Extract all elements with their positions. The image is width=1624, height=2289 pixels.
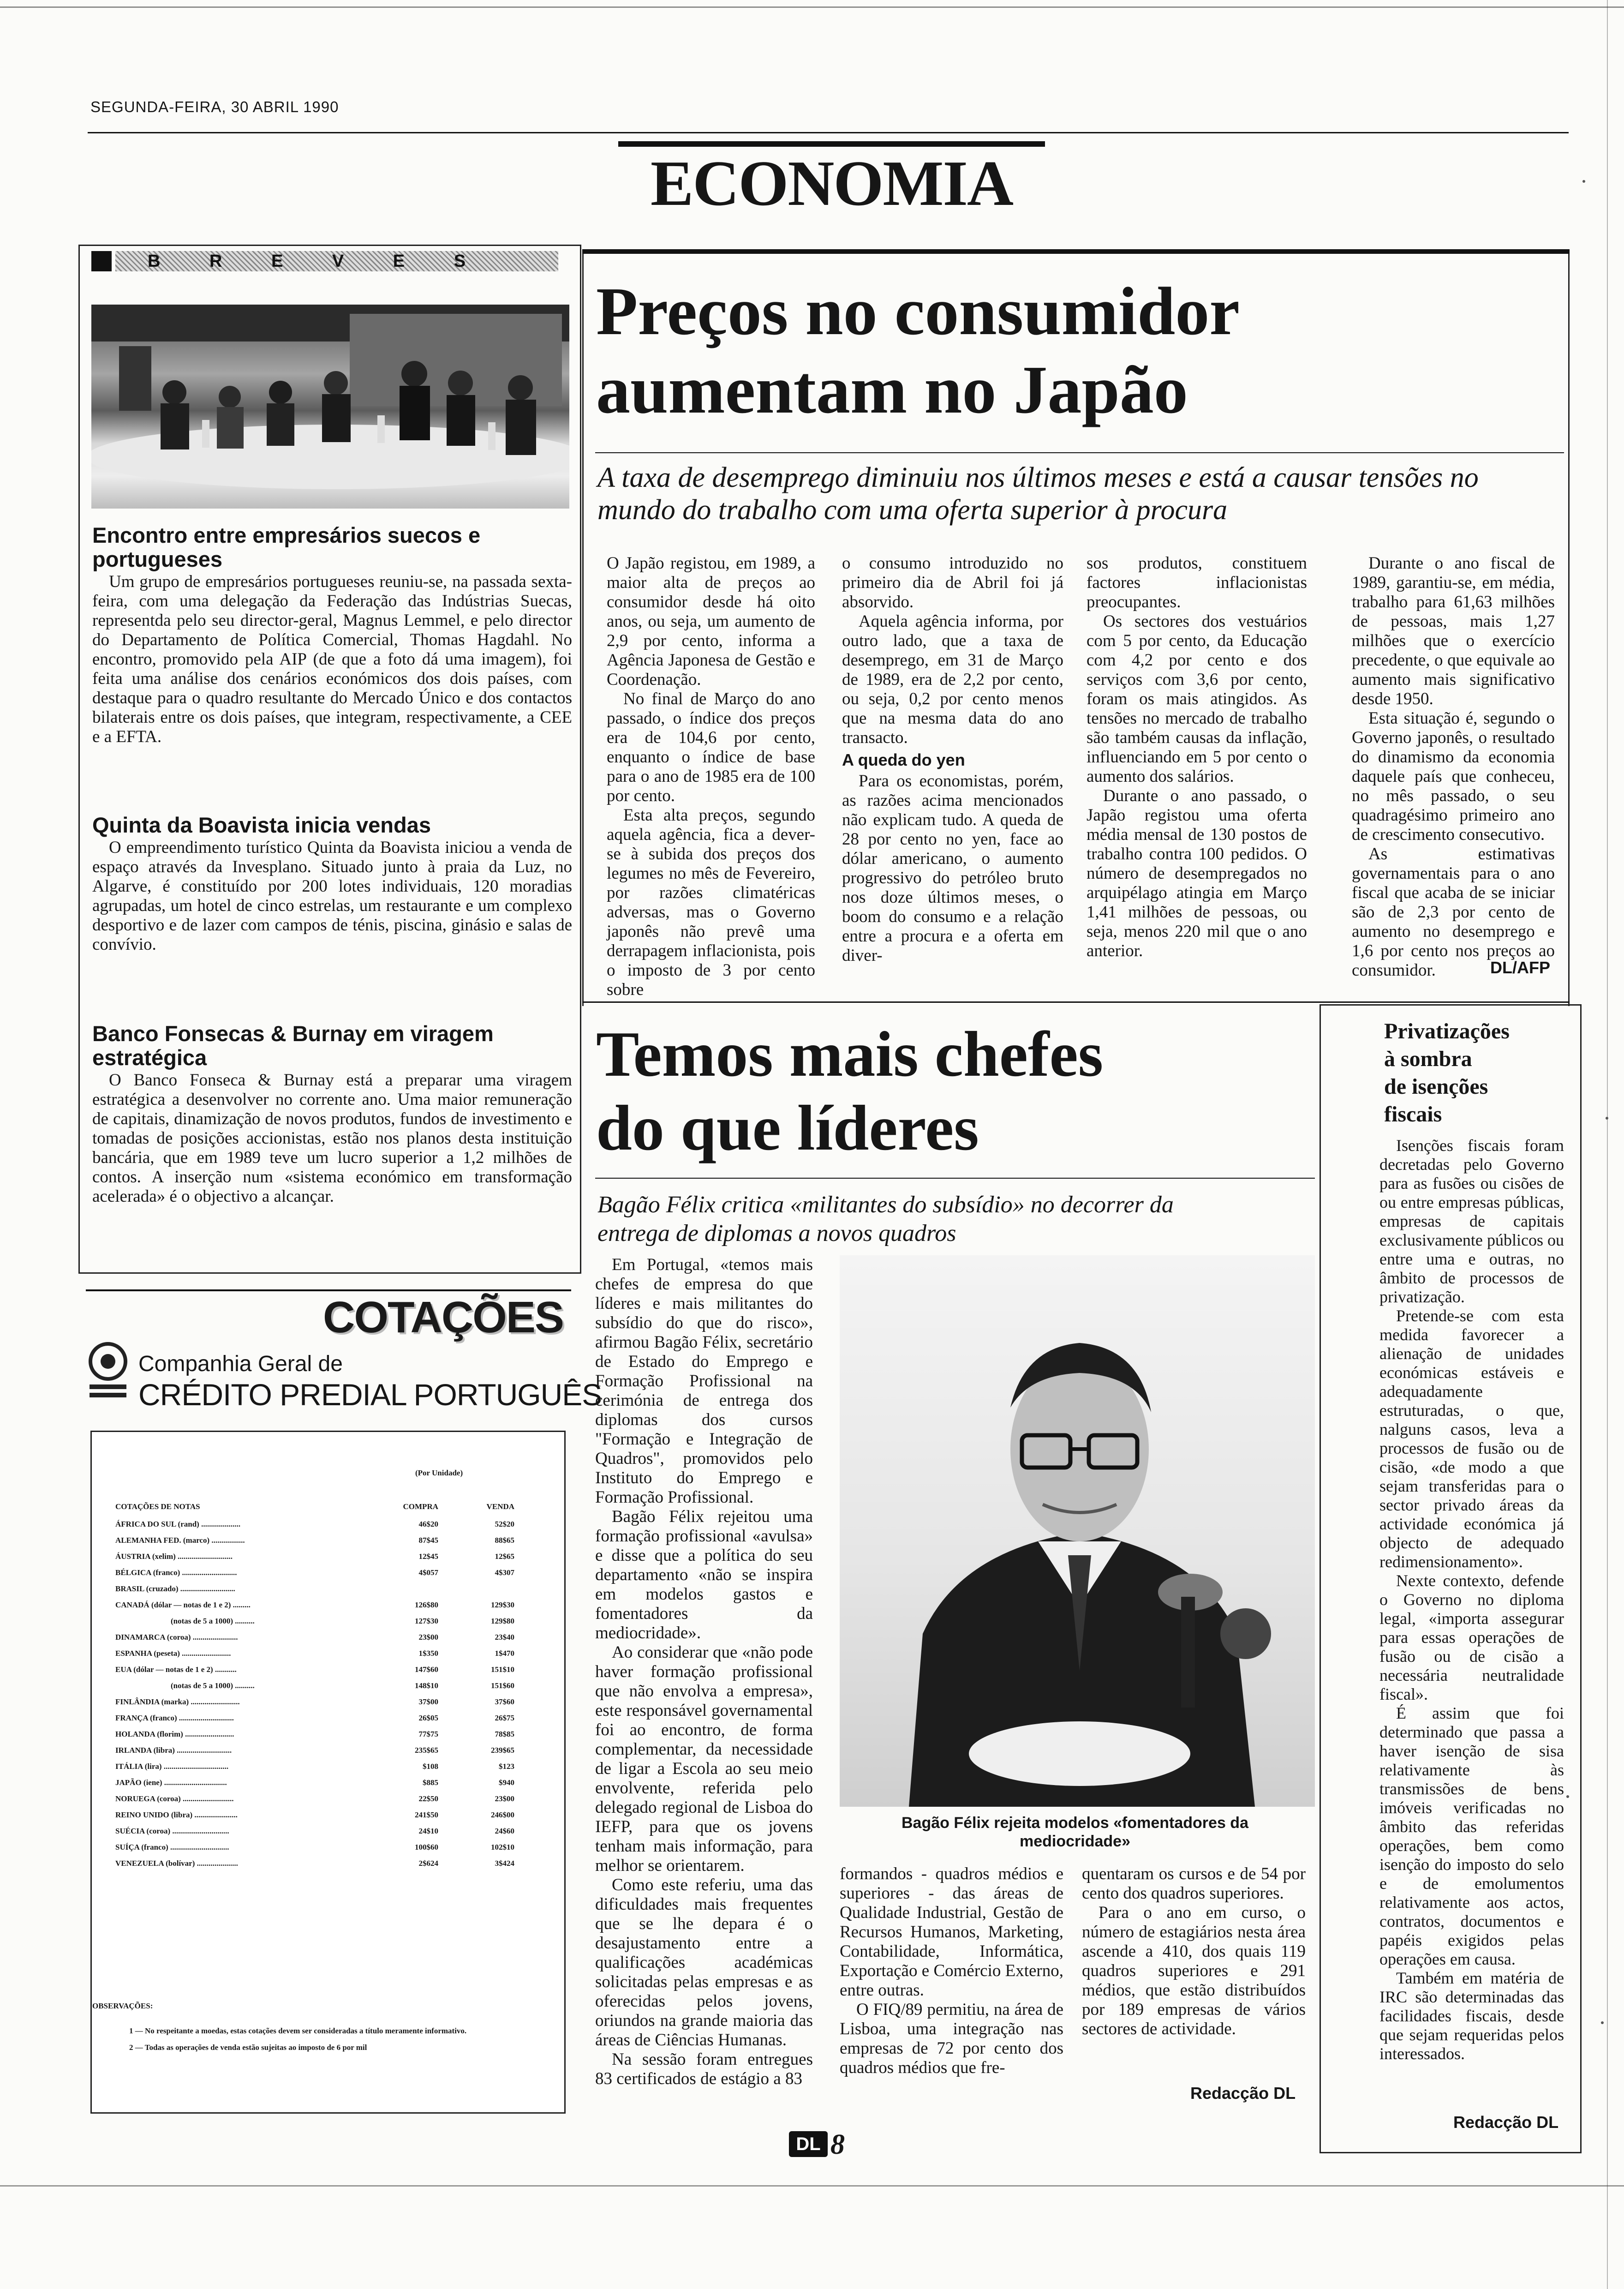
quote-buy: 241$50 <box>415 1810 438 1819</box>
breves-item-2 <box>92 811 572 954</box>
quote-row <box>115 1581 531 1597</box>
sidebar-title <box>1384 1018 1578 1128</box>
quote-sell: 102$10 <box>491 1842 514 1852</box>
quote-sell: 23$40 <box>495 1632 514 1642</box>
quote-row <box>115 1629 531 1645</box>
quote-sell: $940 <box>499 1778 514 1787</box>
article-1-col-2 <box>842 554 1063 965</box>
quote-row <box>115 1597 531 1613</box>
quote-row <box>115 1791 531 1807</box>
scan-speck <box>1601 2021 1604 2024</box>
article-1-col2-p1: o consumo introduzido no primeiro dia de Abril foi já absorvido. <box>842 554 1063 611</box>
article-1-headline-line-2: aumentam no Japão <box>596 352 1188 428</box>
article-1-bottom-rule <box>582 1001 1570 1003</box>
quote-buy: 23$00 <box>418 1632 438 1642</box>
quote-row <box>115 1742 531 1758</box>
breves-item-1 <box>92 521 572 747</box>
quote-row <box>115 1564 531 1581</box>
portrait-caption: Bagão Félix rejeita modelos «fomentadores da mediocridade» <box>901 1814 1248 1850</box>
quote-sell: 24$60 <box>495 1826 514 1835</box>
quote-buy: 148$10 <box>415 1681 438 1690</box>
observations <box>92 2001 508 2053</box>
article-2-headline <box>596 1018 1288 1165</box>
quote-sell: 3$424 <box>495 1858 514 1868</box>
quote-name: HOLANDA (florim) ......................... <box>115 1729 234 1738</box>
breves-item-3-title: Banco Fonsecas & Burnay em viragem estratégica <box>92 1021 494 1070</box>
cotacoes-title: COTAÇÕES <box>323 1293 563 1342</box>
quote-sell: 246$00 <box>491 1810 514 1819</box>
breves-item-2-title: Quinta da Boavista inicia vendas <box>92 813 431 837</box>
quote-name: ÁFRICA DO SUL (rand) .................... <box>115 1519 241 1528</box>
article-2-col-1 <box>595 1255 813 2089</box>
sidebar-title-line-4: fiscais <box>1384 1102 1442 1127</box>
article-1-byline: DL/AFP <box>1490 958 1550 977</box>
issue-date: SEGUNDA-FEIRA, 30 ABRIL 1990 <box>90 98 339 115</box>
quote-row <box>115 1710 531 1726</box>
quote-name: JAPÃO (iene) ................................ <box>115 1778 227 1787</box>
article-1-col4-p2: Esta situação é, segundo o Governo japonês, o resultado do dinamismo da economia daquele país que conheceu, no mês passado, o seu quadragésimo primeiro ano de crescimento consecutivo. <box>1352 709 1555 844</box>
page-number: 8 <box>830 2129 845 2160</box>
quote-row <box>115 1839 531 1855</box>
article-1-subtitle: A taxa de desemprego diminuiu nos últimos meses e está a causar tensões no mundo do trabalho com uma oferta superior à procura <box>597 462 1479 526</box>
article-2-headline-line-1: Temos mais chefes <box>596 1019 1104 1090</box>
breves-label: B R E V E S <box>148 252 466 271</box>
quote-name: IRLANDA (libra) ............................ <box>115 1745 232 1755</box>
quote-name: BRASIL (cruzado) ............................ <box>115 1584 235 1593</box>
sponsor-line-1: Companhia Geral de <box>138 1352 343 1376</box>
quote-name: VENEZUELA (bolívar) ..................... <box>115 1858 238 1868</box>
breves-item-3-text: O Banco Fonseca & Burnay está a preparar uma viragem estratégica a desenvolver no corrente ano. Uma maior remuneração de capitais, dinamização de novos produtos, fundos de investimento e tomadas de posições accionistas, estão nos planos desta instituição bancária, que em 1989 teve um lucro superior a 1,2 milhões de contos. A inserção num «sistema económico em transformação acelerada» é o objectivo a alcançar. <box>92 1071 572 1206</box>
quote-name: CANADÁ (dólar — notas de 1 e 2) ......... <box>115 1600 251 1609</box>
quote-row <box>115 1758 531 1774</box>
credito-predial-logo-icon <box>85 1338 131 1403</box>
article-2-col1-p4: Como este referiu, uma das dificuldades mais frequentes que se lhe depara é o desajustamento entre a qualificações académicas solicitadas pelas empresas e as oferecidas pelos jovens, oriundos na grande maioria das áreas de Ciências Humanas. <box>595 1876 813 2049</box>
quote-table <box>115 1498 531 1871</box>
quote-sell: 151$60 <box>491 1681 514 1690</box>
article-1-col3-p3: Durante o ano passado, o Japão registou uma oferta média mensal de 130 postos de trabalho contra 100 pedidos. O número de desempregados no arquipélago atingia em Março 1,41 milhões de pessoas, ou seja, menos 220 mil que o ano anterior. <box>1087 786 1307 960</box>
obs-2: 2 — Todas as operações de venda estão sujeitas ao imposto de 6 por mil <box>129 2043 367 2052</box>
article-2-col2-p2: O FIQ/89 permitiu, na área de Lisboa, uma integração nas empresas de 72 por cento dos quadros médios que fre- <box>840 2000 1063 2077</box>
quote-buy: 1$350 <box>418 1648 438 1658</box>
quote-row <box>115 1532 531 1548</box>
obs-title: OBSERVAÇÕES: <box>92 2001 153 2010</box>
sidebar-p5: Também em matéria de IRC são determinadas das facilidades fiscais, desde que sejam requeridas pelos interessados. <box>1379 1969 1564 2063</box>
sidebar-body <box>1379 1136 1564 2063</box>
quote-name: (notas de 5 a 1000) .......... <box>171 1616 255 1625</box>
quote-name: EUA (dólar — notas de 1 e 2) ........... <box>115 1665 237 1674</box>
article-2-col-3 <box>1082 1864 1306 2039</box>
quote-sell: 129$80 <box>491 1616 514 1625</box>
breves-item-2-text: O empreendimento turístico Quinta da Boavista iniciou a venda de espaço através da Invesplano. Situado junto à praia da Luz, no Algarve, é constituído por 200 lotes individuais, 120 moradias agrupadas, um hotel de cinco estrelas, um restaurante e um complexo desportivo e de lazer com campos de ténis, piscina, ginásio e salas de convívio. <box>92 838 572 954</box>
scan-speck <box>1566 1795 1569 1798</box>
quote-buy: $108 <box>423 1762 438 1771</box>
article-2-col1-p5: Na sessão foram entregues 83 certificados de estágio a 83 <box>595 2050 813 2088</box>
quote-sell: 12$65 <box>495 1552 514 1561</box>
quote-sell: 26$75 <box>495 1713 514 1722</box>
quote-name: REINO UNIDO (libra) ...................... <box>115 1810 238 1819</box>
quote-name: ALEMANHA FED. (marco) ................. <box>115 1535 245 1545</box>
quote-buy: 77$75 <box>418 1729 438 1738</box>
quote-row <box>115 1855 531 1871</box>
quote-sell: 129$30 <box>491 1600 514 1609</box>
quote-row <box>115 1774 531 1791</box>
quote-buy: 12$45 <box>418 1552 438 1561</box>
quote-name: NORUEGA (coroa) .......................... <box>115 1794 234 1803</box>
article-1-col2-p2: Aquela agência informa, por outro lado, que a taxa de desemprego, em 31 de Março de 1989, era de 2,2 por cento, ou seja, 0,2 por cento menos que na mesma data do ano transacto. <box>842 612 1063 747</box>
scan-top-edge <box>0 6 1624 8</box>
article-2-col3-p1: quentaram os cursos e de 54 por cento dos quadros superiores. <box>1082 1864 1306 1903</box>
article-2-col1-p2: Bagão Félix rejeitou uma formação profissional «avulsa» e disse que a política do seu departamento «não se inspira em modelos gastos e fomentadores da mediocridade». <box>595 1507 813 1642</box>
article-1-headline-rule <box>595 452 1564 453</box>
quote-name: SUÉCIA (coroa) ............................. <box>115 1826 229 1835</box>
quote-sell: 239$65 <box>491 1745 514 1755</box>
quote-row <box>115 1678 531 1694</box>
section-bar <box>618 141 1045 147</box>
quote-sell: 37$60 <box>495 1697 514 1706</box>
quote-row <box>115 1516 531 1532</box>
quote-buy: 4$057 <box>418 1568 438 1577</box>
quote-row <box>115 1661 531 1678</box>
unit-note: (Por Unidade) <box>415 1468 463 1477</box>
article-2-headline-line-2: do que líderes <box>596 1092 979 1164</box>
quote-buy: $885 <box>423 1778 438 1787</box>
dl-logo-text: DL <box>796 2134 821 2154</box>
article-2-subtitle: Bagão Félix critica «militantes do subsídio» no decorrer da entrega de diplomas a novos quadros <box>597 1192 1174 1246</box>
quote-sell: 78$85 <box>495 1729 514 1738</box>
article-1-col4-p1: Durante o ano fiscal de 1989, garantiu-se, em média, trabalho para 61,63 milhões de pessoas, mais 1,27 milhões que o exercício precedente, o que equivale ao aumento mais significativo desde 1950. <box>1352 554 1555 708</box>
sidebar-p3: Nexte contexto, defende o Governo no diploma legal, «importa assegurar para essas operações de fusão ou de cisão a necessária neutralidade fiscal». <box>1379 1571 1564 1703</box>
scan-speck <box>1582 180 1585 183</box>
sidebar-p2: Pretende-se com esta medida favorecer a alienação de unidades económicas estáveis e adequadamente estruturadas, o que, nalguns casos, leva a processos de fusão ou de cisão, «de modo a que sejam transferidas para o sector privado áreas da actividade económica já objecto de adequado redimensionamento». <box>1379 1306 1564 1571</box>
article-2-col-2 <box>840 1864 1063 2078</box>
quote-sell: 52$20 <box>495 1519 514 1528</box>
breves-item-1-text: Um grupo de empresários portugueses reuniu-se, na passada sexta-feira, com uma delegação da Federação das Indústrias Suecas, representda pelo seu director-geral, Magnus Lemmel, e pelo director do Departamento de Política Comercial, Thomas Hagdahl. No encontro, promovido pela AIP (de que a foto dá uma imagem), foi feita uma análise dos cenários económicos dos dois países, com destaque para o quadro resultante do Mercado Único e dos contactos bilaterais entre os dois países, que integram, respectivamente, a CEE e a EFTA. <box>92 572 572 746</box>
quote-buy: 2$624 <box>418 1858 438 1868</box>
article-1-col1-p2: No final de Março do ano passado, o índice dos preços era de 104,6 por cento, enquanto o índice de base para o ano de 1985 era de 100 por cento. <box>607 689 815 805</box>
scan-speck <box>1606 1117 1608 1120</box>
article-2-col3-p2: Para o ano em curso, o número de estagiários nesta área ascende a 410, dos quais 119 quadros superiores e 291 médios, que estão distribuídos por 189 empresas de vários sectores de actividade. <box>1082 1903 1306 2038</box>
quote-sell: 23$00 <box>495 1794 514 1803</box>
quote-name: FRANÇA (franco) ............................ <box>115 1713 234 1722</box>
article-1-subhead: A queda do yen <box>842 750 965 769</box>
meeting-people-illustration <box>91 305 569 509</box>
quote-buy: 37$00 <box>418 1697 438 1706</box>
quote-name: ITÁLIA (lira) ................................. <box>115 1762 229 1771</box>
meeting-photo <box>91 305 569 509</box>
quote-row <box>115 1694 531 1710</box>
article-1-col3-p1: sos produtos, constituem factores inflacionistas preocupantes. <box>1087 554 1307 611</box>
header-rule <box>88 132 1569 133</box>
quote-buy: 87$45 <box>418 1535 438 1545</box>
sidebar-title-line-2: à sombra <box>1384 1047 1472 1071</box>
article-2-col1-p3: Ao considerar que «não pode haver formação profissional que não envolva a empresa», este responsável governamental foi ao encontro, de forma complementar, da necessidade de ligar a Escola ao seu meio envolvente, referida pelo delegado regional de Lisboa do IEFP, para que os jovens tenham mais informação, para melhor se orientarem. <box>595 1643 813 1875</box>
quote-buy: 126$80 <box>415 1600 438 1609</box>
scan-bottom-edge <box>0 2185 1624 2187</box>
quote-buy: 127$30 <box>415 1616 438 1625</box>
portrait-photo <box>840 1255 1315 1807</box>
col-sell-header: VENDA <box>486 1502 514 1511</box>
section-title: ECONOMIA <box>650 148 1013 219</box>
article-1-headline <box>596 272 1556 429</box>
quote-row <box>115 1548 531 1564</box>
article-1-col-4 <box>1352 554 1555 980</box>
article-1-col3-p2: Os sectores dos vestuários com 5 por cento, da Educação com 4,2 por cento e dos serviços com 3,6 por cento, foram os mais atingidos. As tensões no mercado de trabalho são também causas da inflação, influenciando em 5 por cento o aumento dos salários. <box>1087 612 1307 786</box>
quote-row <box>115 1645 531 1661</box>
quote-row <box>115 1823 531 1839</box>
quote-buy: 147$60 <box>415 1665 438 1674</box>
quote-name: DINAMARCA (coroa) ....................... <box>115 1632 238 1642</box>
quote-buy: 22$50 <box>418 1794 438 1803</box>
quote-buy: 235$65 <box>415 1745 438 1755</box>
sponsor-line-2: CRÉDITO PREDIAL PORTUGUÊS <box>138 1378 602 1412</box>
quote-header-row <box>115 1498 531 1516</box>
sidebar-p1: Isenções fiscais foram decretadas pelo Governo para as fusões ou cisões de ou entre empresas públicas, empresas de capitais exclusivamente públicos ou entre uma e outras, no âmbito de processos de privatização. <box>1379 1136 1564 1306</box>
article-1-headline-line-1: Preços no consumidor <box>596 274 1240 349</box>
quote-name: ÁUSTRIA (xelim) ............................ <box>115 1552 233 1561</box>
article-1-col4-p3: As estimativas governamentais para o ano fiscal que acaba de se iniciar são de 2,3 por cento de aumento no desemprego e 1,6 por cento nos preços ao consumidor. <box>1352 845 1555 980</box>
sidebar-byline: Redacção DL <box>1453 2113 1559 2132</box>
portrait-illustration <box>840 1255 1315 1807</box>
article-2-col1-p1: Em Portugal, «temos mais chefes de empresa do que líderes e mais militantes do subsídio do que do risco», afirmou Bagão Félix, secretário de Estado do Emprego e Formação Profissional na cerimónia de entrega dos diplomas dos cursos "Formação e Integração de Quadros", promovidos pelo Instituto do Emprego e Formação Profissional. <box>595 1255 813 1507</box>
quote-buy: 100$60 <box>415 1842 438 1852</box>
quote-sell: 1$470 <box>495 1648 514 1658</box>
sidebar-p4: É assim que foi determinado que passa a haver isenção de sisa relativamente às transmissões de bens imóveis verificadas no âmbito das referidas operações, bem como isenção do imposto do selo e de emolumentos relativamente aos actos, contratos, documentos e papéis exigidos pelas operações em causa. <box>1379 1704 1564 1968</box>
quote-sell: $123 <box>499 1762 514 1771</box>
quote-row <box>115 1613 531 1629</box>
quote-sell: 88$65 <box>495 1535 514 1545</box>
sidebar-title-line-1: Privatizações <box>1384 1019 1510 1043</box>
quote-sell: 4$307 <box>495 1568 514 1577</box>
article-1-top-bar <box>582 249 1570 254</box>
col-buy-header: COMPRA <box>403 1502 438 1511</box>
article-2-col2-p1: formandos - quadros médios e superiores - das áreas de Qualidade Industrial, Gestão de Recursos Humanos, Marketing, Contabilidade, Informática, Exportação e Comércio Externo, entre outras. <box>840 1864 1063 2000</box>
breves-item-1-title: Encontro entre empresários suecos e portugueses <box>92 523 481 571</box>
quote-row <box>115 1726 531 1742</box>
quote-name: (notas de 5 a 1000) .......... <box>171 1681 255 1690</box>
quote-name: SUÍÇA (franco) .............................. <box>115 1842 229 1852</box>
article-1-col2-p3: Para os economistas, porém, as razões acima mencionados não explicam tudo. A queda de 28 por cento no yen, face ao dólar americano, o aumento progressivo do petróleo bruto nos doze últimos meses, o boom do consumo e a relação entre a procura e a oferta em diver- <box>842 772 1063 965</box>
article-2-headline-rule <box>595 1178 1315 1179</box>
quote-sell: 151$10 <box>491 1665 514 1674</box>
quote-rows <box>115 1516 531 1871</box>
breves-marker <box>91 251 112 271</box>
quote-buy: 24$10 <box>418 1826 438 1835</box>
article-1-col-3 <box>1087 554 1307 961</box>
sidebar-title-line-3: de isenções <box>1384 1074 1488 1099</box>
scan-right-edge <box>1607 0 1608 2289</box>
quote-row <box>115 1807 531 1823</box>
article-1-col1-p1: O Japão registou, em 1989, a maior alta de preços ao consumidor desde há oito anos, ou seja, um aumento de 2,9 por cento, informa a Agência Japonesa de Gestão e Coordenação. <box>607 554 815 689</box>
quote-name: ESPANHA (peseta) ......................... <box>115 1648 231 1658</box>
col-name-header: COTAÇÕES DE NOTAS <box>115 1502 200 1511</box>
quote-buy: 46$20 <box>418 1519 438 1528</box>
quote-buy: 26$05 <box>418 1713 438 1722</box>
article-2-byline: Redacção DL <box>1190 2084 1296 2103</box>
breves-item-3 <box>92 1020 572 1206</box>
article-1-col1-p3: Esta alta preços, segundo aquela agência, fica a dever-se à subida dos preços dos legumes no mês de Fevereiro, por razões climatéricas adversas, mas o Governo japonês não prevê uma derrapagem inflacionista, pois o imposto de 3 por cento sobre <box>607 806 815 999</box>
quote-name: FINLÂNDIA (marka) ......................... <box>115 1697 240 1706</box>
quote-name: BÉLGICA (franco) ............................ <box>115 1568 237 1577</box>
cotacoes-rule <box>86 1289 571 1291</box>
article-1-col-1 <box>607 554 815 1000</box>
obs-1: 1 — No respeitante a moedas, estas cotações devem ser consideradas a título meramente informativo. <box>129 2026 467 2035</box>
